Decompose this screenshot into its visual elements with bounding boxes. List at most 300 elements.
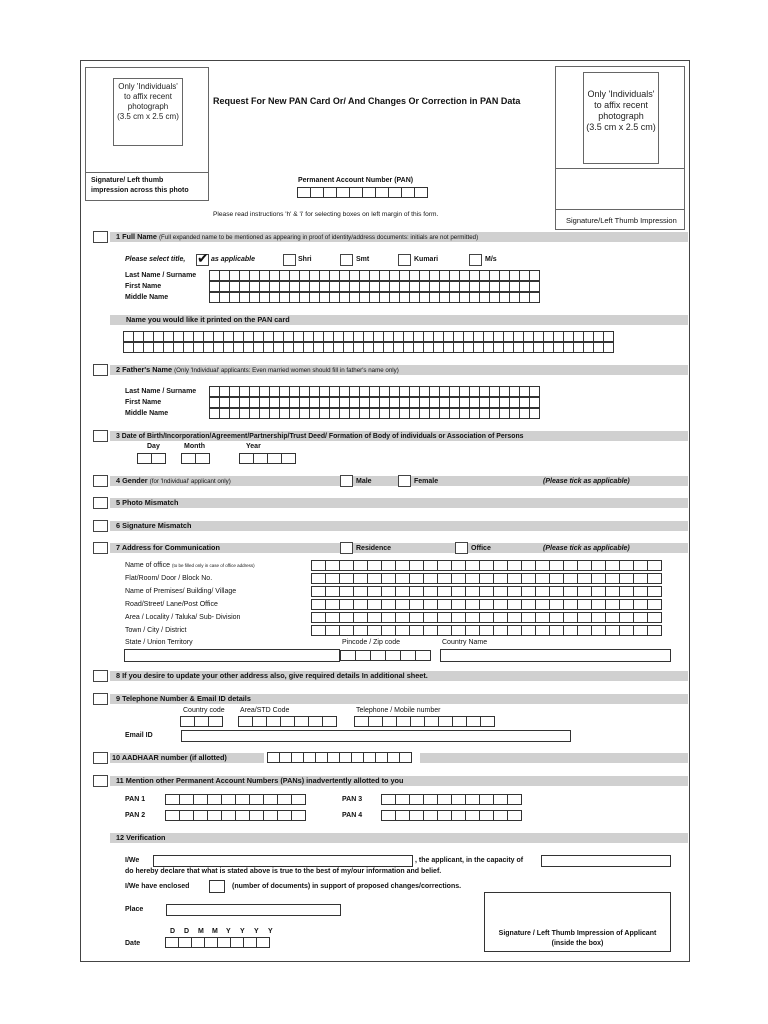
title-smt-checkbox[interactable] (340, 254, 353, 266)
char-box[interactable] (204, 937, 218, 948)
aadhaar-boxes[interactable] (268, 752, 412, 763)
char-box[interactable] (339, 560, 354, 571)
char-box[interactable] (381, 794, 396, 805)
char-box[interactable] (339, 625, 354, 636)
char-box[interactable] (619, 599, 634, 610)
char-box[interactable] (529, 397, 540, 408)
char-box[interactable] (451, 573, 466, 584)
char-box[interactable] (353, 625, 368, 636)
char-box[interactable] (563, 599, 578, 610)
char-box[interactable] (451, 810, 466, 821)
capacity-input[interactable] (541, 855, 671, 867)
father-first-name-boxes[interactable] (210, 397, 540, 408)
char-box[interactable] (577, 586, 592, 597)
char-box[interactable] (591, 599, 606, 610)
char-box[interactable] (191, 937, 205, 948)
char-box[interactable] (221, 810, 236, 821)
char-box[interactable] (647, 625, 662, 636)
section-7-checkbox[interactable] (93, 542, 108, 554)
char-box[interactable] (291, 810, 306, 821)
char-box[interactable] (479, 560, 494, 571)
char-box[interactable] (633, 612, 648, 623)
char-box[interactable] (367, 586, 382, 597)
char-box[interactable] (367, 560, 382, 571)
char-box[interactable] (311, 612, 326, 623)
char-box[interactable] (633, 560, 648, 571)
char-box[interactable] (367, 573, 382, 584)
char-box[interactable] (193, 794, 208, 805)
char-box[interactable] (423, 573, 438, 584)
premises-boxes[interactable] (312, 586, 662, 597)
char-box[interactable] (423, 586, 438, 597)
char-box[interactable] (465, 586, 480, 597)
documents-count-input[interactable] (209, 880, 225, 893)
char-box[interactable] (370, 650, 386, 661)
char-box[interactable] (395, 573, 410, 584)
char-box[interactable] (311, 560, 326, 571)
char-box[interactable] (207, 794, 222, 805)
char-box[interactable] (563, 612, 578, 623)
char-box[interactable] (437, 810, 452, 821)
char-box[interactable] (529, 292, 540, 303)
char-box[interactable] (521, 599, 536, 610)
char-box[interactable] (423, 810, 438, 821)
area-boxes[interactable] (312, 612, 662, 623)
char-box[interactable] (179, 794, 194, 805)
char-box[interactable] (381, 810, 396, 821)
char-box[interactable] (493, 573, 508, 584)
char-box[interactable] (647, 599, 662, 610)
char-box[interactable] (480, 716, 495, 727)
char-box[interactable] (437, 560, 452, 571)
char-box[interactable] (165, 810, 180, 821)
char-box[interactable] (388, 187, 402, 198)
section-10-checkbox[interactable] (93, 752, 108, 764)
char-box[interactable] (353, 573, 368, 584)
char-box[interactable] (493, 810, 508, 821)
title-shri-checkbox[interactable] (283, 254, 296, 266)
char-box[interactable] (479, 573, 494, 584)
char-box[interactable] (409, 586, 424, 597)
char-box[interactable] (401, 187, 415, 198)
char-box[interactable] (563, 625, 578, 636)
char-box[interactable] (181, 453, 196, 464)
char-box[interactable] (577, 625, 592, 636)
surname-boxes[interactable] (210, 270, 540, 281)
char-box[interactable] (311, 599, 326, 610)
char-box[interactable] (256, 937, 270, 948)
char-box[interactable] (207, 810, 222, 821)
char-box[interactable] (165, 937, 179, 948)
section-11-checkbox[interactable] (93, 775, 108, 787)
char-box[interactable] (235, 810, 250, 821)
char-box[interactable] (367, 612, 382, 623)
char-box[interactable] (325, 612, 340, 623)
char-box[interactable] (465, 810, 480, 821)
char-box[interactable] (297, 187, 311, 198)
char-box[interactable] (535, 586, 550, 597)
print-name-boxes-2[interactable] (124, 342, 614, 353)
char-box[interactable] (549, 612, 564, 623)
char-box[interactable] (277, 810, 292, 821)
section-2-checkbox[interactable] (93, 364, 108, 376)
dob-month-boxes[interactable] (182, 453, 210, 464)
char-box[interactable] (252, 716, 267, 727)
char-box[interactable] (349, 187, 363, 198)
char-box[interactable] (605, 560, 620, 571)
char-box[interactable] (633, 625, 648, 636)
char-box[interactable] (521, 586, 536, 597)
pan4-boxes[interactable] (382, 810, 522, 821)
char-box[interactable] (325, 573, 340, 584)
pan-number-boxes[interactable] (298, 187, 428, 198)
pan3-boxes[interactable] (382, 794, 522, 805)
char-box[interactable] (507, 560, 522, 571)
applicant-name-input[interactable] (153, 855, 413, 867)
char-box[interactable] (438, 716, 453, 727)
char-box[interactable] (323, 187, 337, 198)
char-box[interactable] (619, 612, 634, 623)
char-box[interactable] (424, 716, 439, 727)
char-box[interactable] (479, 810, 494, 821)
father-surname-boxes[interactable] (210, 386, 540, 397)
char-box[interactable] (409, 560, 424, 571)
char-box[interactable] (325, 599, 340, 610)
char-box[interactable] (308, 716, 323, 727)
char-box[interactable] (266, 716, 281, 727)
char-box[interactable] (451, 599, 466, 610)
char-box[interactable] (437, 625, 452, 636)
char-box[interactable] (465, 794, 480, 805)
char-box[interactable] (603, 331, 614, 342)
char-box[interactable] (479, 599, 494, 610)
char-box[interactable] (195, 453, 210, 464)
email-input[interactable] (181, 730, 571, 742)
char-box[interactable] (409, 810, 424, 821)
char-box[interactable] (451, 612, 466, 623)
char-box[interactable] (549, 560, 564, 571)
char-box[interactable] (263, 794, 278, 805)
gender-female-checkbox[interactable] (398, 475, 411, 487)
char-box[interactable] (647, 612, 662, 623)
country-input[interactable] (440, 649, 671, 662)
date-boxes[interactable] (166, 937, 270, 948)
char-box[interactable] (521, 573, 536, 584)
char-box[interactable] (563, 586, 578, 597)
char-box[interactable] (253, 453, 268, 464)
char-box[interactable] (409, 625, 424, 636)
char-box[interactable] (400, 650, 416, 661)
char-box[interactable] (535, 612, 550, 623)
char-box[interactable] (452, 716, 467, 727)
dob-day-boxes[interactable] (138, 453, 166, 464)
flat-boxes[interactable] (312, 573, 662, 584)
char-box[interactable] (367, 599, 382, 610)
char-box[interactable] (267, 453, 282, 464)
place-input[interactable] (166, 904, 341, 916)
char-box[interactable] (395, 810, 410, 821)
gender-male-checkbox[interactable] (340, 475, 353, 487)
address-office-checkbox[interactable] (455, 542, 468, 554)
char-box[interactable] (619, 586, 634, 597)
char-box[interactable] (479, 586, 494, 597)
char-box[interactable] (465, 573, 480, 584)
char-box[interactable] (493, 586, 508, 597)
char-box[interactable] (179, 810, 194, 821)
char-box[interactable] (385, 650, 401, 661)
char-box[interactable] (395, 586, 410, 597)
char-box[interactable] (521, 612, 536, 623)
char-box[interactable] (375, 187, 389, 198)
section-3-checkbox[interactable] (93, 430, 108, 442)
char-box[interactable] (395, 599, 410, 610)
char-box[interactable] (465, 612, 480, 623)
char-box[interactable] (409, 573, 424, 584)
char-box[interactable] (465, 560, 480, 571)
char-box[interactable] (381, 586, 396, 597)
char-box[interactable] (280, 716, 295, 727)
char-box[interactable] (382, 716, 397, 727)
char-box[interactable] (549, 573, 564, 584)
char-box[interactable] (339, 586, 354, 597)
char-box[interactable] (535, 599, 550, 610)
char-box[interactable] (410, 716, 425, 727)
print-name-boxes-1[interactable] (124, 331, 614, 342)
char-box[interactable] (367, 625, 382, 636)
char-box[interactable] (339, 573, 354, 584)
char-box[interactable] (465, 599, 480, 610)
char-box[interactable] (591, 573, 606, 584)
char-box[interactable] (507, 586, 522, 597)
char-box[interactable] (239, 453, 254, 464)
char-box[interactable] (577, 599, 592, 610)
char-box[interactable] (451, 794, 466, 805)
char-box[interactable] (577, 573, 592, 584)
char-box[interactable] (647, 586, 662, 597)
state-input[interactable] (124, 649, 340, 662)
char-box[interactable] (507, 573, 522, 584)
char-box[interactable] (353, 560, 368, 571)
char-box[interactable] (180, 716, 195, 727)
char-box[interactable] (238, 716, 253, 727)
char-box[interactable] (325, 586, 340, 597)
char-box[interactable] (193, 810, 208, 821)
address-residence-checkbox[interactable] (340, 542, 353, 554)
char-box[interactable] (591, 612, 606, 623)
char-box[interactable] (529, 281, 540, 292)
char-box[interactable] (423, 612, 438, 623)
char-box[interactable] (339, 612, 354, 623)
char-box[interactable] (493, 599, 508, 610)
char-box[interactable] (466, 716, 481, 727)
char-box[interactable] (479, 612, 494, 623)
char-box[interactable] (521, 560, 536, 571)
char-box[interactable] (291, 794, 306, 805)
char-box[interactable] (395, 560, 410, 571)
char-box[interactable] (399, 752, 412, 763)
char-box[interactable] (353, 612, 368, 623)
char-box[interactable] (368, 716, 383, 727)
char-box[interactable] (479, 794, 494, 805)
char-box[interactable] (451, 560, 466, 571)
section-5-checkbox[interactable] (93, 497, 108, 509)
char-box[interactable] (605, 586, 620, 597)
middle-name-boxes[interactable] (210, 292, 540, 303)
char-box[interactable] (339, 599, 354, 610)
char-box[interactable] (230, 937, 244, 948)
char-box[interactable] (619, 573, 634, 584)
section-6-checkbox[interactable] (93, 520, 108, 532)
char-box[interactable] (311, 586, 326, 597)
char-box[interactable] (336, 187, 350, 198)
office-name-boxes[interactable] (312, 560, 662, 571)
char-box[interactable] (591, 560, 606, 571)
first-name-boxes[interactable] (210, 281, 540, 292)
section-4-checkbox[interactable] (93, 475, 108, 487)
char-box[interactable] (423, 599, 438, 610)
char-box[interactable] (423, 560, 438, 571)
section-9-checkbox[interactable] (93, 693, 108, 705)
char-box[interactable] (396, 716, 411, 727)
char-box[interactable] (281, 453, 296, 464)
char-box[interactable] (507, 625, 522, 636)
father-middle-name-boxes[interactable] (210, 408, 540, 419)
char-box[interactable] (353, 586, 368, 597)
char-box[interactable] (493, 625, 508, 636)
char-box[interactable] (647, 573, 662, 584)
char-box[interactable] (325, 560, 340, 571)
char-box[interactable] (493, 612, 508, 623)
char-box[interactable] (340, 650, 356, 661)
char-box[interactable] (591, 586, 606, 597)
char-box[interactable] (563, 573, 578, 584)
char-box[interactable] (362, 187, 376, 198)
char-box[interactable] (521, 625, 536, 636)
country-code-boxes[interactable] (181, 716, 223, 727)
char-box[interactable] (529, 386, 540, 397)
char-box[interactable] (605, 612, 620, 623)
char-box[interactable] (619, 625, 634, 636)
char-box[interactable] (529, 408, 540, 419)
char-box[interactable] (381, 573, 396, 584)
char-box[interactable] (423, 794, 438, 805)
char-box[interactable] (507, 810, 522, 821)
char-box[interactable] (415, 650, 431, 661)
char-box[interactable] (451, 625, 466, 636)
char-box[interactable] (493, 560, 508, 571)
char-box[interactable] (381, 599, 396, 610)
char-box[interactable] (409, 599, 424, 610)
char-box[interactable] (395, 625, 410, 636)
title-ms-checkbox[interactable] (469, 254, 482, 266)
char-box[interactable] (311, 573, 326, 584)
area-code-boxes[interactable] (239, 716, 337, 727)
char-box[interactable] (507, 794, 522, 805)
char-box[interactable] (549, 625, 564, 636)
char-box[interactable] (208, 716, 223, 727)
char-box[interactable] (437, 612, 452, 623)
char-box[interactable] (437, 573, 452, 584)
char-box[interactable] (310, 187, 324, 198)
char-box[interactable] (465, 625, 480, 636)
road-boxes[interactable] (312, 599, 662, 610)
char-box[interactable] (355, 650, 371, 661)
section-1-checkbox[interactable] (93, 231, 108, 243)
char-box[interactable] (277, 794, 292, 805)
char-box[interactable] (591, 625, 606, 636)
char-box[interactable] (647, 560, 662, 571)
char-box[interactable] (395, 612, 410, 623)
char-box[interactable] (249, 810, 264, 821)
char-box[interactable] (263, 810, 278, 821)
char-box[interactable] (409, 794, 424, 805)
char-box[interactable] (437, 599, 452, 610)
char-box[interactable] (535, 625, 550, 636)
char-box[interactable] (619, 560, 634, 571)
char-box[interactable] (414, 187, 428, 198)
dob-year-boxes[interactable] (240, 453, 296, 464)
char-box[interactable] (577, 612, 592, 623)
char-box[interactable] (178, 937, 192, 948)
char-box[interactable] (395, 794, 410, 805)
section-8-checkbox[interactable] (93, 670, 108, 682)
char-box[interactable] (437, 794, 452, 805)
char-box[interactable] (563, 560, 578, 571)
char-box[interactable] (423, 625, 438, 636)
char-box[interactable] (577, 560, 592, 571)
char-box[interactable] (325, 625, 340, 636)
char-box[interactable] (549, 586, 564, 597)
char-box[interactable] (479, 625, 494, 636)
char-box[interactable] (633, 599, 648, 610)
char-box[interactable] (549, 599, 564, 610)
pan2-boxes[interactable] (166, 810, 306, 821)
char-box[interactable] (507, 612, 522, 623)
telephone-boxes[interactable] (355, 716, 495, 727)
char-box[interactable] (437, 586, 452, 597)
char-box[interactable] (235, 794, 250, 805)
char-box[interactable] (605, 599, 620, 610)
char-box[interactable] (381, 612, 396, 623)
char-box[interactable] (353, 599, 368, 610)
char-box[interactable] (603, 342, 614, 353)
char-box[interactable] (194, 716, 209, 727)
char-box[interactable] (137, 453, 152, 464)
pan1-boxes[interactable] (166, 794, 306, 805)
char-box[interactable] (633, 586, 648, 597)
char-box[interactable] (249, 794, 264, 805)
pincode-boxes[interactable] (341, 650, 431, 661)
char-box[interactable] (451, 586, 466, 597)
char-box[interactable] (535, 560, 550, 571)
char-box[interactable] (605, 625, 620, 636)
char-box[interactable] (507, 599, 522, 610)
char-box[interactable] (409, 612, 424, 623)
char-box[interactable] (311, 625, 326, 636)
char-box[interactable] (151, 453, 166, 464)
char-box[interactable] (381, 560, 396, 571)
char-box[interactable] (294, 716, 309, 727)
char-box[interactable] (322, 716, 337, 727)
char-box[interactable] (633, 573, 648, 584)
char-box[interactable] (605, 573, 620, 584)
char-box[interactable] (243, 937, 257, 948)
town-boxes[interactable] (312, 625, 662, 636)
title-kumari-checkbox[interactable] (398, 254, 411, 266)
char-box[interactable] (165, 794, 180, 805)
char-box[interactable] (535, 573, 550, 584)
char-box[interactable] (381, 625, 396, 636)
